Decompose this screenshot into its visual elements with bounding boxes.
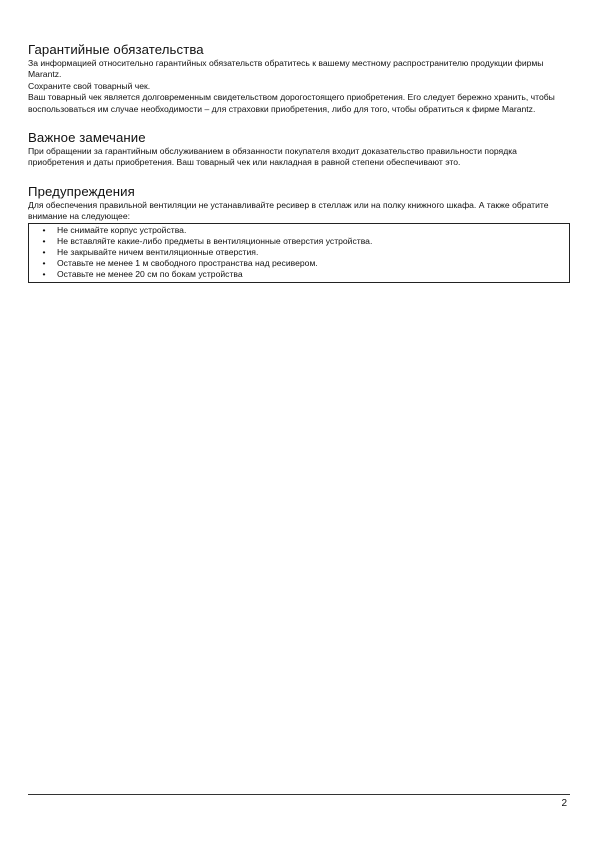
warranty-section [28,42,570,115]
notice-section [28,130,570,169]
notice-heading: Важное замечание [28,130,146,146]
list-item [29,269,569,280]
bullet-icon: • [42,224,46,235]
bullet-icon: • [42,235,46,246]
list-item [29,225,569,236]
page-content [28,42,570,298]
warning-text: Не снимайте корпус устройства. [57,224,187,235]
list-item [29,236,569,247]
warnings-intro: Для обеспечения правильной вентиляции не устанавливайте ресивер в стеллаж или на полку книжного шкафа. А также обратите внимание на следующее: [28,199,549,222]
warning-text: Не вставляйте какие-либо предметы в вентиляционные отверстия устройства. [57,235,373,246]
warranty-paragraph-2: Сохраните свой товарный чек. [28,80,151,91]
warning-text: Оставьте не менее 1 м свободного пространства над ресивером. [57,258,318,269]
warnings-section [28,184,570,283]
warnings-heading: Предупреждения [28,183,135,199]
bullet-icon: • [42,269,46,280]
page-number: 2 [561,798,567,809]
list-item [29,247,569,258]
warranty-paragraph-3: Ваш товарный чек является долговременным свидетельством дорогостоящего приобретения. Его следует бережно хранить, чтобы воспользоваться им случае необходимости – для страховки приобретения, либо для того, чтобы обратиться к фирме Marantz. [28,92,555,114]
warnings-list [29,225,569,281]
warranty-paragraph-1: За информацией относительно гарантийных обязательств обратитесь к вашему местному распространителю продукции фирмы Marantz. [28,58,544,80]
warnings-box [28,223,570,283]
warning-text: Не закрывайте ничем вентиляционные отверстия. [57,247,259,258]
warranty-heading: Гарантийные обязательства [28,42,204,57]
notice-paragraph: При обращении за гарантийным обслуживанием в обязанности покупателя входит доказательство правильности порядка приобретения и даты приобретения. Ваш товарный чек или накладная в равной степени обеспечивают это. [28,146,517,168]
bullet-icon: • [42,247,46,258]
bullet-icon: • [42,258,46,269]
warning-text: Оставьте не менее 20 см по бокам устройства [57,269,243,280]
footer-divider [28,794,570,795]
list-item [29,258,569,269]
